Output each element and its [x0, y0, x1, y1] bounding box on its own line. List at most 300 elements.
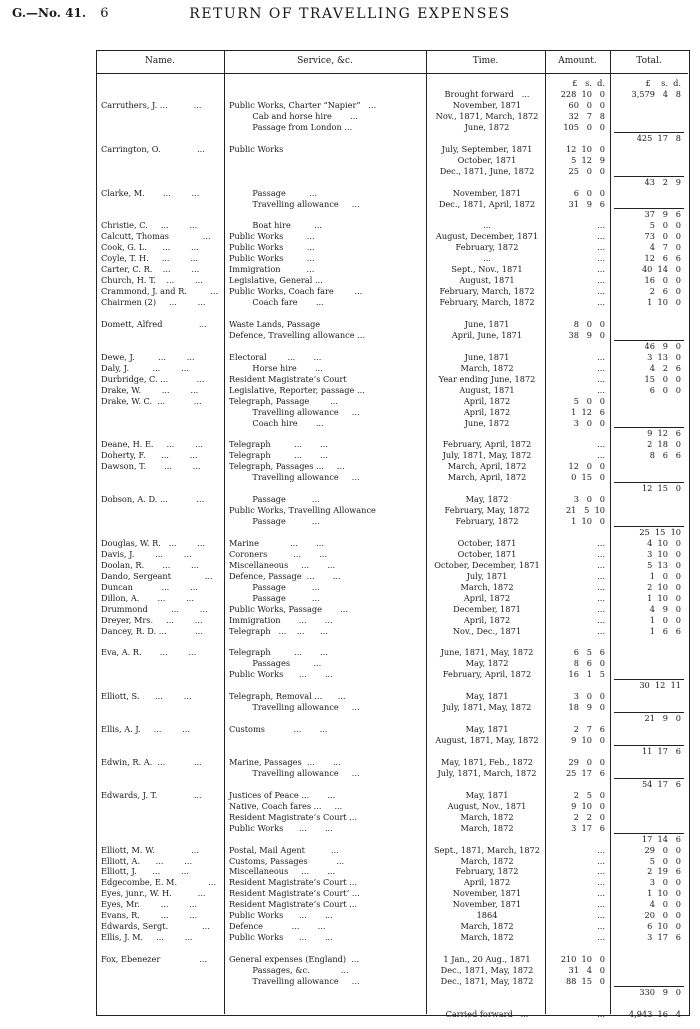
service-cell: Immigration ... ... [229, 614, 333, 625]
name-cell: Coyle, T. H. ... ... [101, 253, 199, 264]
amount-cell: 29 0 0 [568, 756, 605, 767]
subtotal-rule [614, 833, 684, 834]
total-cell: 11 17 6 [641, 746, 681, 756]
time-cell: February, May, 1872 [444, 505, 530, 516]
name-cell: Cook, G. L. ... ... [101, 242, 199, 253]
amount-cell: 210 10 0 [560, 954, 605, 964]
column-divider [426, 50, 427, 1014]
total-cell: 29 0 0 [644, 844, 681, 855]
service-cell: Public Works [229, 143, 284, 154]
currency-units-total: £ s. d. [645, 78, 681, 88]
total-cell: 30 12 11 [639, 680, 681, 691]
name-cell: Duncan ... ... [101, 581, 198, 592]
total-cell: 4 0 0 [649, 899, 681, 910]
total-cell: 46 9 0 [644, 340, 681, 351]
time-cell: Dec., 1871, June, 1872 [439, 165, 535, 176]
service-cell: Telegraph, Passages ... ... [229, 461, 345, 472]
amount-cell: ... [597, 921, 605, 932]
time-cell: Dec., 1871, April, 1872 [438, 198, 536, 209]
amount-cell: ... [597, 603, 605, 614]
amount-cell: ... [597, 866, 605, 877]
total-cell: 54 17 6 [641, 778, 681, 789]
time-cell: Dec., 1871, May, 1872 [440, 965, 534, 975]
service-cell: Horse hire ... [229, 362, 323, 373]
time-cell: March, 1872 [460, 932, 514, 943]
total-cell: 4,943 16 4 [628, 1008, 681, 1019]
total-cell: 12 6 6 [644, 253, 681, 264]
amount-cell: ... [597, 932, 605, 943]
name-cell: Carter, C. R. ... ... [101, 264, 200, 275]
service-cell: Public Works ... [229, 231, 315, 242]
time-cell: July, 1871, May, 1872 [442, 450, 532, 461]
service-cell: Legislative, Reporter, passage ... [229, 384, 365, 395]
amount-cell: 2 7 6 [573, 724, 605, 735]
time-cell: Year ending June, 1872 [438, 373, 536, 384]
service-cell: Public Works, Travelling Allowance [229, 505, 376, 516]
subtotal-rule [614, 986, 684, 987]
time-cell: November, 1871 [452, 100, 522, 110]
name-cell: Clarke, M. ... ... [101, 187, 200, 198]
time-cell: March, 1872 [460, 362, 514, 373]
column-divider [224, 50, 225, 1014]
service-cell: Native, Coach fares ... ... [229, 800, 343, 811]
amount-cell: ... [597, 844, 605, 855]
subtotal-rule [614, 340, 684, 341]
service-cell: Public Works ... ... [229, 669, 333, 680]
amount-cell: 1 10 0 [571, 516, 605, 526]
amount-cell: ... [597, 264, 605, 275]
service-cell: Waste Lands, Passage [229, 318, 321, 329]
total-cell: 73 0 0 [644, 231, 681, 242]
name-cell: Durbridge, C. ... ... [101, 373, 205, 384]
amount-cell: 25 0 0 [568, 165, 605, 176]
service-cell: Boat hire ... [229, 220, 323, 231]
amount-cell: ... [597, 242, 605, 253]
amount-cell: 3 17 6 [571, 822, 605, 833]
name-cell: Fox, Ebenezer ... [101, 954, 208, 964]
name-cell: Doolan, R. ... ... [101, 559, 199, 570]
amount-cell: ... [597, 559, 605, 570]
service-cell: Marine ... ... [229, 538, 324, 548]
time-cell: October, 1871 [457, 548, 517, 559]
total-cell: 1 10 0 [647, 888, 681, 899]
amount-cell: ... [597, 439, 605, 450]
subtotal-rule [614, 482, 684, 483]
time-cell: October, 1871 [457, 154, 517, 165]
service-cell: Customs, Passages ... [229, 855, 345, 866]
service-cell: Telegraph ... ... [229, 647, 328, 658]
service-cell: Passage ... [229, 516, 320, 526]
amount-cell: ... [597, 855, 605, 866]
amount-cell: ... [597, 297, 605, 307]
amount-cell: 2 5 0 [573, 789, 605, 800]
total-cell: 20 0 0 [644, 910, 681, 921]
service-cell: Public Works ... ... [229, 910, 333, 921]
amount-cell: 18 9 0 [568, 702, 605, 713]
total-cell: 6 0 0 [649, 384, 681, 395]
name-cell: Dawson, T. ... ... [101, 461, 201, 472]
service-cell: Resident Magistrate’s Court’ ... [229, 888, 360, 899]
amount-cell: 5 0 0 [573, 395, 605, 406]
subtotal-rule [614, 176, 684, 177]
name-cell: Evans, R. ... ... [101, 910, 198, 921]
time-cell: April, June, 1871 [451, 329, 523, 340]
time-cell: July, September, 1871 [441, 143, 533, 154]
service-cell: Defence, Travelling allowance ... [229, 329, 365, 340]
amount-cell: ... [597, 220, 605, 231]
amount-cell: 6 5 6 [573, 647, 605, 658]
amount-cell: ... [597, 362, 605, 373]
time-cell: May, 1871 [465, 724, 509, 735]
total-cell: 17 14 6 [641, 833, 681, 844]
total-cell: 3 0 0 [649, 877, 681, 888]
name-cell: Eyes, Mr. ... ... [101, 899, 198, 910]
time-cell: April, 1872 [463, 406, 511, 417]
time-cell: August, 1871 [459, 275, 515, 286]
service-cell: Customs ... ... [229, 724, 328, 735]
time-cell: November, 1871 [452, 888, 522, 899]
amount-cell: 38 9 0 [568, 329, 605, 340]
time-cell: February, 1872 [455, 516, 519, 526]
name-cell: Edwards, Sergt. ... [101, 921, 210, 932]
amount-cell: ... [597, 286, 605, 297]
service-cell: Postal, Mail Agent ... [229, 844, 339, 855]
total-cell: 5 0 0 [649, 220, 681, 231]
name-cell: Eva, A. R. ... ... [101, 647, 197, 658]
column-header-amount: Amount. [558, 56, 597, 66]
time-cell: November, 1871 [452, 899, 522, 910]
total-cell: 2 6 0 [649, 286, 681, 297]
amount-cell: ... [597, 614, 605, 625]
column-header-time: Time. [472, 56, 499, 66]
service-cell: Public Works, Charter “Napier” ... [229, 100, 377, 110]
service-cell: Telegraph ... ... [229, 450, 328, 461]
time-cell: November, 1871 [452, 187, 522, 198]
total-cell: 1 10 0 [647, 297, 681, 307]
service-cell: Coach fare ... [229, 297, 324, 307]
time-cell: Sept., 1871, March, 1872 [434, 844, 540, 855]
amount-cell: ... [597, 538, 605, 548]
amount-cell: ... [597, 625, 605, 636]
time-cell: 1864 [476, 910, 498, 921]
total-cell: 9 12 6 [647, 428, 681, 439]
column-divider [545, 50, 546, 1014]
total-cell: 15 0 0 [644, 373, 681, 384]
name-cell: Edgecombe, E. M. ... [101, 877, 217, 888]
name-cell: Dobson, A. D. ... ... [101, 494, 205, 505]
time-cell: July, 1871 [466, 570, 508, 581]
name-cell: Drummond ... ... [101, 603, 208, 614]
time-cell: ... [483, 253, 491, 264]
service-cell: Public Works ... ... [229, 932, 333, 943]
total-cell: 40 14 0 [641, 264, 681, 275]
service-cell: Telegraph ... ... ... [229, 625, 328, 636]
time-cell: May, 1871 [465, 789, 509, 800]
amount-cell: ... [597, 877, 605, 888]
amount-cell: ... [597, 888, 605, 899]
name-cell: Elliott, A. ... ... [101, 855, 193, 866]
name-cell: Christie, C. ... ... [101, 220, 198, 231]
total-cell: 6 10 0 [647, 921, 681, 932]
subtotal-rule [614, 208, 684, 209]
name-cell: Drake, W. ... ... [101, 384, 199, 395]
name-cell: Davis, J. ... ... [101, 548, 192, 559]
amount-cell: 12 10 0 [565, 143, 605, 154]
total-cell: 16 0 0 [644, 275, 681, 286]
amount-cell: 8 6 0 [573, 658, 605, 669]
service-cell: Passage ... [229, 187, 318, 198]
amount-cell: ... [597, 450, 605, 461]
service-cell: Public Works ... [229, 242, 315, 253]
service-cell: Coroners ... ... [229, 548, 328, 559]
header-rule [96, 73, 688, 74]
total-cell: 3,579 4 8 [631, 89, 681, 99]
amount-cell: ... [597, 592, 605, 603]
service-cell: Resident Magistrate’s Court ... [229, 811, 358, 822]
amount-cell: 0 15 0 [571, 472, 605, 483]
amount-cell: ... [597, 581, 605, 592]
amount-cell: ... [597, 899, 605, 910]
time-cell: August, 1871, May, 1872 [435, 735, 539, 745]
amount-cell: 32 7 8 [568, 110, 605, 121]
service-cell: Defence, Passage ... ... [229, 570, 341, 581]
total-cell: 1 0 0 [649, 614, 681, 625]
amount-cell: 3 0 0 [573, 691, 605, 702]
service-cell: Public Works ... [229, 253, 315, 264]
time-cell: Sept., Nov., 1871 [451, 264, 523, 275]
time-cell: Brought forward ... [444, 89, 530, 99]
time-cell: March, April, 1872 [447, 461, 527, 472]
total-cell: 3 10 0 [647, 548, 681, 559]
time-cell: Nov., 1871, March, 1872 [435, 110, 539, 121]
name-cell: Dillon, A. ... ... [101, 592, 194, 603]
subtotal-rule [614, 712, 684, 713]
time-cell: June, 1872 [464, 417, 510, 428]
amount-cell: 5 12 9 [571, 154, 605, 165]
name-cell: Edwards, J. T. ... [101, 789, 202, 800]
total-cell: 4 10 0 [647, 538, 681, 548]
amount-cell: 3 0 0 [573, 417, 605, 428]
amount-cell: ... [597, 1008, 605, 1019]
service-cell: Passage ... [229, 494, 320, 505]
service-cell: Public Works, Coach fare ... [229, 286, 363, 297]
service-cell: Public Works ... ... [229, 822, 333, 833]
time-cell: Dec., 1871, May, 1872 [440, 975, 534, 986]
total-cell: 425 17 8 [636, 132, 681, 143]
amount-cell: 31 9 6 [568, 198, 605, 209]
time-cell: March, 1872 [460, 581, 514, 592]
service-cell: Telegraph, Removal ... ... [229, 691, 346, 702]
total-cell: 4 9 0 [649, 603, 681, 614]
name-cell: Crammond, J. and R. ... [101, 286, 219, 297]
time-cell: April, 1872 [463, 877, 511, 888]
name-cell: Daly, J. ... ... [101, 362, 189, 373]
total-cell: 4 7 0 [649, 242, 681, 253]
time-cell: February, 1872 [455, 242, 519, 253]
service-cell: Electoral ... ... [229, 351, 322, 362]
service-cell: Coach hire ... [229, 417, 324, 428]
amount-cell: 9 10 0 [571, 735, 605, 745]
total-cell: 43 2 9 [644, 176, 681, 187]
total-cell: 4 2 6 [649, 362, 681, 373]
service-cell: Travelling allowance ... [229, 975, 360, 986]
time-cell: October, December, 1871 [434, 559, 540, 570]
time-cell: May, 1871, Feb., 1872 [440, 756, 533, 767]
service-cell: Travelling allowance ... [229, 702, 360, 713]
service-cell: Miscellaneous ... ... [229, 559, 336, 570]
total-cell: 2 18 0 [647, 439, 681, 450]
time-cell: August, December, 1871 [435, 231, 539, 242]
time-cell: May, 1872 [465, 658, 509, 669]
service-cell: Public Works, Passage ... [229, 603, 348, 614]
name-cell: Church, H. T. ... ... [101, 275, 203, 286]
service-cell: Cab and horse hire ... [229, 110, 358, 121]
column-header-total: Total. [636, 56, 662, 66]
total-cell: 3 17 6 [647, 932, 681, 943]
service-cell: Resident Magistrate’s Court [229, 373, 347, 384]
service-cell: Travelling allowance ... [229, 198, 360, 209]
name-cell: Elliott, S. ... ... [101, 691, 192, 702]
time-cell: April, 1872 [463, 395, 511, 406]
subtotal-rule [614, 778, 684, 779]
total-cell: 8 6 6 [649, 450, 681, 461]
name-cell: Elliott, J. ... ... [101, 866, 189, 877]
service-cell: Passage from London ... [229, 121, 353, 132]
name-cell: Drake, W. C. ... ... [101, 395, 202, 406]
amount-cell: ... [597, 384, 605, 395]
name-cell: Dancey, R. D. ... ... [101, 625, 203, 636]
time-cell: October, 1871 [457, 538, 517, 548]
time-cell: April, 1872 [463, 592, 511, 603]
time-cell: 1 Jan., 20 Aug., 1871 [443, 954, 531, 964]
name-cell: Carrington, O. ... [101, 143, 205, 154]
total-cell: 2 10 0 [647, 581, 681, 592]
column-divider [610, 50, 611, 1014]
subtotal-rule [614, 132, 684, 133]
service-cell: Resident Magistrate’s Court ... [229, 899, 358, 910]
time-cell: August, 1871 [459, 384, 515, 395]
column-header-name: Name. [145, 56, 175, 66]
time-cell: March, 1872 [460, 822, 514, 833]
amount-cell: ... [597, 351, 605, 362]
service-cell: Telegraph ... ... [229, 439, 328, 450]
time-cell: April, 1872 [463, 614, 511, 625]
time-cell: July, 1871, March, 1872 [437, 767, 537, 778]
name-cell: Calcutt, Thomas ... [101, 231, 211, 242]
amount-cell: 105 0 0 [563, 121, 605, 132]
time-cell: December, 1871 [453, 603, 521, 614]
amount-cell: 2 2 0 [573, 811, 605, 822]
amount-cell: 8 0 0 [573, 318, 605, 329]
service-cell: Travelling allowance ... [229, 767, 360, 778]
amount-cell: 3 0 0 [573, 494, 605, 505]
amount-cell: 9 10 0 [571, 800, 605, 811]
service-cell: Marine, Passages ... ... [229, 756, 341, 767]
currency-units-amount: £ s. d. [572, 78, 605, 88]
total-cell: 5 0 0 [649, 855, 681, 866]
time-cell: June, 1871 [464, 318, 510, 329]
service-cell: Travelling allowance ... [229, 406, 360, 417]
amount-cell: 25 17 6 [565, 767, 605, 778]
service-cell: Passage ... [229, 592, 320, 603]
time-cell: March, 1872 [460, 811, 514, 822]
service-cell: Passage ... [229, 581, 320, 592]
total-cell: 37 9 6 [644, 209, 681, 220]
time-cell: Carried forward ... [445, 1008, 529, 1019]
time-cell: June, 1872 [464, 121, 510, 132]
time-cell: June, 1871, May, 1872 [440, 647, 534, 658]
amount-cell: 1 12 6 [571, 406, 605, 417]
service-cell: Defence ... ... [229, 921, 326, 932]
total-cell: 1 0 0 [649, 570, 681, 581]
name-cell: Chairmen (2) ... ... [101, 297, 206, 307]
amount-cell: ... [597, 373, 605, 384]
time-cell: March, 1872 [460, 855, 514, 866]
amount-cell: ... [597, 231, 605, 242]
service-cell: Travelling allowance ... [229, 472, 360, 483]
column-header-service: Service, &c. [297, 56, 353, 66]
subtotal-rule [614, 526, 684, 527]
name-cell: Dando, Sergeant ... [101, 570, 213, 581]
name-cell: Eyes, junr., W. H. ... [101, 888, 206, 899]
name-cell: Edwin, R. A. ... ... [101, 756, 202, 767]
name-cell: Doherty, F. ... ... [101, 450, 198, 461]
time-cell: March, 1872 [460, 921, 514, 932]
total-cell: 21 9 0 [644, 713, 681, 724]
time-cell: July, 1871, May, 1872 [442, 702, 532, 713]
total-cell: 5 13 0 [647, 559, 681, 570]
amount-cell: 21 5 10 [565, 505, 605, 516]
amount-cell: ... [597, 548, 605, 559]
amount-cell: ... [597, 570, 605, 581]
name-cell: Carruthers, J. ... ... [101, 100, 202, 110]
amount-cell: 31 4 0 [568, 965, 605, 975]
name-cell: Ellis, J. M. ... ... [101, 932, 193, 943]
name-cell: Ellis, A. J. ... ... [101, 724, 191, 735]
subtotal-rule [614, 679, 684, 680]
total-cell: 3 13 0 [647, 351, 681, 362]
time-cell: February, March, 1872 [439, 297, 535, 307]
time-cell: Nov., Dec., 1871 [452, 625, 522, 636]
total-cell: 330 9 0 [639, 986, 681, 997]
name-cell: Domett, Alfred ... [101, 318, 207, 329]
page-number: 6 [100, 6, 109, 21]
ref-number: G.—No. 41. [12, 6, 86, 20]
total-cell: 1 10 0 [647, 592, 681, 603]
service-cell: Justices of Peace ... ... [229, 789, 336, 800]
service-cell: Immigration ... [229, 264, 315, 275]
name-cell: Dreyer, Mrs. ... ... [101, 614, 203, 625]
time-cell: February, April, 1872 [442, 669, 532, 680]
service-cell: Miscellaneous ... ... [229, 866, 336, 877]
name-cell: Douglas, W. R. ... ... [101, 538, 206, 548]
name-cell: Deane, H. E. ... ... [101, 439, 203, 450]
name-cell: Elliott, M. W. ... [101, 844, 199, 855]
name-cell: Dewe, J. ... ... [101, 351, 195, 362]
page-title: RETURN OF TRAVELLING EXPENSES [189, 6, 511, 22]
amount-cell: 6 0 0 [573, 187, 605, 198]
time-cell: May, 1871 [465, 691, 509, 702]
service-cell: Telegraph, Passage ... [229, 395, 338, 406]
time-cell: ... [483, 220, 491, 231]
time-cell: March, April, 1872 [447, 472, 527, 483]
total-cell: 25 15 10 [639, 527, 681, 537]
service-cell: Legislative, General ... [229, 275, 323, 286]
amount-cell: 16 1 5 [568, 669, 605, 680]
time-cell: February, April, 1872 [442, 439, 532, 450]
time-cell: August, Nov., 1871 [447, 800, 527, 811]
total-cell: 12 15 0 [641, 483, 681, 494]
